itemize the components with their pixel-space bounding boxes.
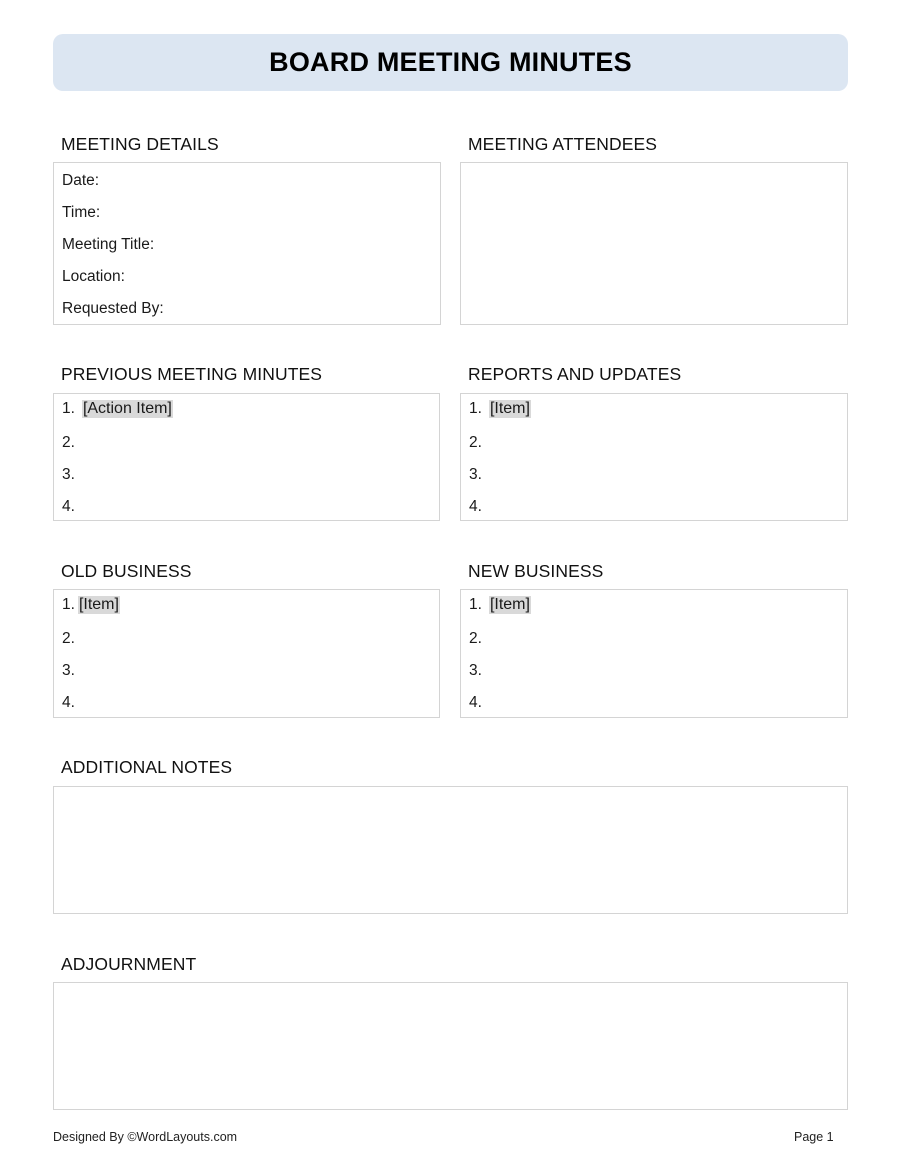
list-item[interactable]: [62, 596, 120, 614]
item-number: 2.: [469, 434, 482, 451]
item-number: 4.: [469, 694, 482, 711]
reports-updates-heading: REPORTS AND UPDATES: [468, 364, 682, 384]
item-number: 1.: [469, 596, 482, 613]
item-number: 2.: [62, 434, 75, 451]
date-field-label[interactable]: Date:: [62, 172, 100, 189]
reports-updates-box: [460, 393, 848, 521]
list-item[interactable]: [469, 400, 531, 418]
adjournment-heading: ADJOURNMENT: [61, 954, 197, 974]
placeholder-text[interactable]: [Item]: [78, 596, 119, 613]
old-business-box: [53, 589, 440, 718]
placeholder-text[interactable]: [Item]: [489, 596, 530, 613]
list-item[interactable]: [469, 694, 482, 712]
list-item[interactable]: [469, 498, 482, 516]
old-business-heading: OLD BUSINESS: [61, 561, 192, 581]
meeting-attendees-box[interactable]: [460, 162, 848, 325]
list-item[interactable]: [62, 694, 75, 712]
item-number: 3.: [469, 466, 482, 483]
title-banner: [53, 34, 848, 91]
item-number: 1.: [469, 400, 482, 417]
item-number: 3.: [62, 662, 75, 679]
list-item[interactable]: [469, 596, 531, 614]
previous-minutes-box: [53, 393, 440, 521]
additional-notes-heading: ADDITIONAL NOTES: [61, 757, 233, 777]
location-field-label[interactable]: Location:: [62, 268, 125, 285]
list-item[interactable]: [62, 662, 75, 680]
list-item[interactable]: [469, 630, 482, 648]
list-item[interactable]: [62, 498, 75, 516]
list-item[interactable]: [469, 662, 482, 680]
item-number: 1.: [62, 596, 75, 613]
placeholder-text[interactable]: [Action Item]: [82, 400, 172, 417]
list-item[interactable]: [62, 400, 173, 418]
placeholder-text[interactable]: [Item]: [489, 400, 530, 417]
list-item[interactable]: [62, 466, 75, 484]
item-number: 3.: [62, 466, 75, 483]
item-number: 3.: [469, 662, 482, 679]
previous-minutes-heading: PREVIOUS MEETING MINUTES: [61, 364, 323, 384]
list-item[interactable]: [62, 630, 75, 648]
page-title: BOARD MEETING MINUTES: [269, 47, 632, 77]
footer-credit: Designed By ©WordLayouts.com: [53, 1130, 238, 1144]
list-item[interactable]: [469, 434, 482, 452]
meeting-title-field-label[interactable]: Meeting Title:: [62, 236, 155, 253]
page-number: Page 1: [794, 1130, 834, 1144]
item-number: 1.: [62, 400, 75, 417]
new-business-heading: NEW BUSINESS: [468, 561, 604, 581]
new-business-box: [460, 589, 848, 718]
meeting-attendees-heading: MEETING ATTENDEES: [468, 134, 658, 154]
adjournment-box[interactable]: [53, 982, 848, 1110]
item-number: 4.: [469, 498, 482, 515]
meeting-details-heading: MEETING DETAILS: [61, 134, 219, 154]
requested-by-field-label[interactable]: Requested By:: [62, 300, 164, 317]
item-number: 2.: [62, 630, 75, 647]
meeting-details-box: [53, 162, 441, 325]
list-item[interactable]: [469, 466, 482, 484]
item-number: 2.: [469, 630, 482, 647]
additional-notes-box[interactable]: [53, 786, 848, 914]
time-field-label[interactable]: Time:: [62, 204, 101, 221]
item-number: 4.: [62, 694, 75, 711]
item-number: 4.: [62, 498, 75, 515]
list-item[interactable]: [62, 434, 75, 452]
